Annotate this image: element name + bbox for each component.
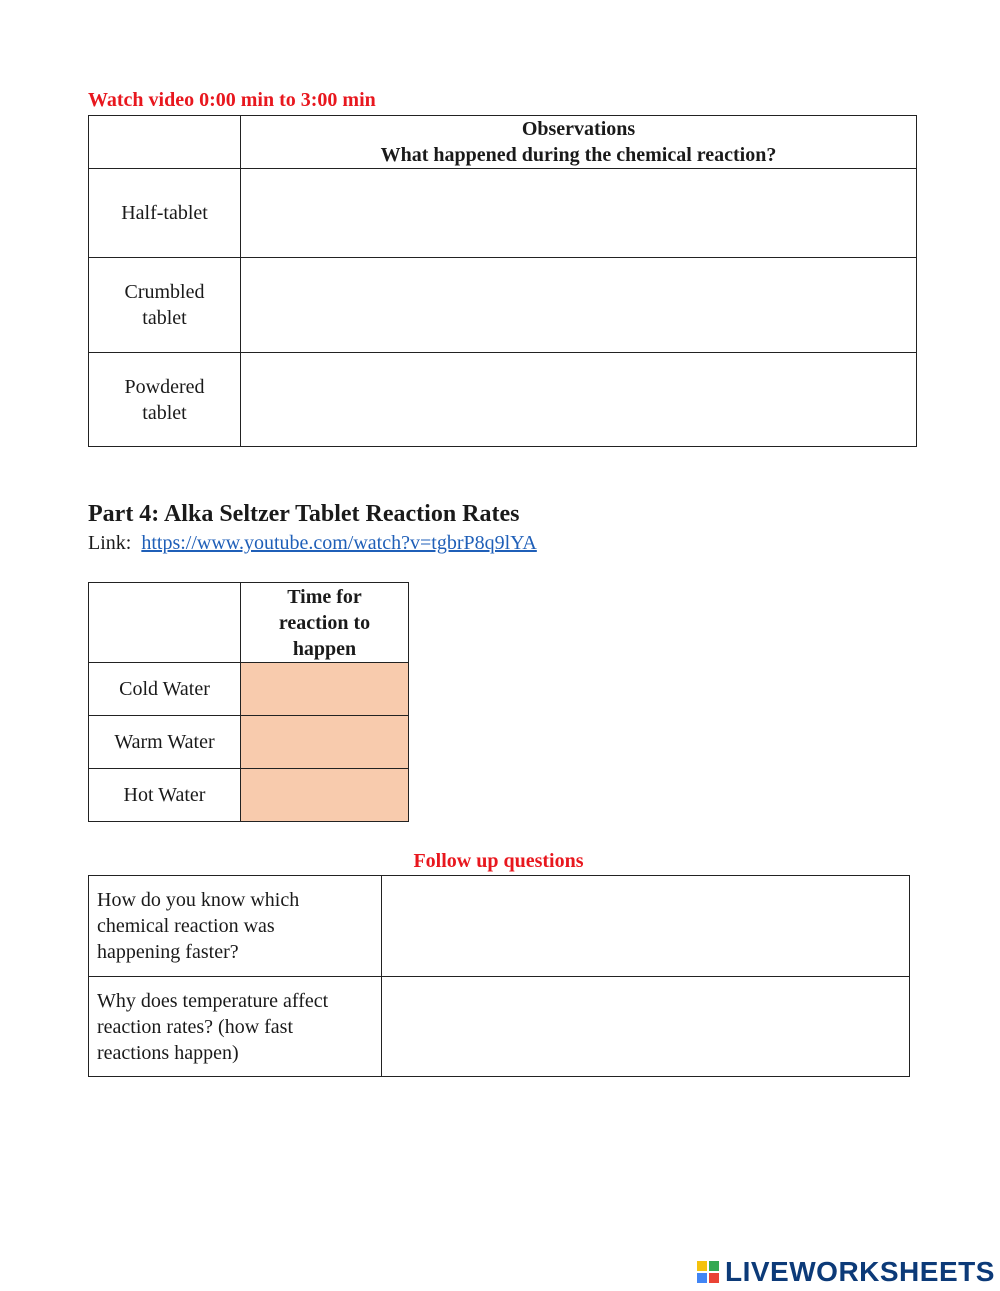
- logo-icon: [697, 1261, 719, 1283]
- question-2: Why does temperature affect reaction rates? (how fast reactions happen): [89, 977, 382, 1077]
- question-1: How do you know which chemical reaction was happening faster?: [89, 876, 382, 977]
- observations-corner-cell: [89, 116, 241, 169]
- row-label-crumbled-tablet: Crumbled tablet: [89, 258, 241, 353]
- followup-table: [88, 875, 910, 1077]
- table-row: [89, 716, 409, 769]
- reaction-time-header: Time for reaction to happen: [241, 583, 409, 663]
- reaction-time-table: [88, 582, 409, 822]
- time-answer-cold-water[interactable]: [241, 663, 409, 716]
- part4-title: Part 4: Alka Seltzer Tablet Reaction Rates: [88, 501, 520, 527]
- answer-2[interactable]: [382, 977, 910, 1077]
- observations-table: [88, 115, 917, 447]
- row-label-hot-water: Hot Water: [89, 769, 241, 822]
- row-label-warm-water: Warm Water: [89, 716, 241, 769]
- table-row: [89, 353, 917, 447]
- observations-header-title: Observations: [521, 118, 636, 140]
- observations-header: [241, 116, 917, 169]
- answer-1[interactable]: [382, 876, 910, 977]
- time-answer-hot-water[interactable]: [241, 769, 409, 822]
- link-prefix: Link:: [88, 532, 142, 554]
- observation-answer-crumbled-tablet[interactable]: [241, 258, 917, 353]
- section-heading-watch-video: Watch video 0:00 min to 3:00 min: [88, 89, 376, 111]
- liveworksheets-logo: [697, 1257, 995, 1287]
- table-row: [89, 258, 917, 353]
- table-row: [89, 663, 409, 716]
- followup-heading: Follow up questions: [413, 850, 584, 872]
- table-row: [89, 977, 910, 1077]
- observations-header-question: What happened during the chemical reaction?: [380, 144, 777, 166]
- row-label-half-tablet: Half-tablet: [89, 169, 241, 258]
- link-line: [88, 532, 537, 555]
- observation-answer-powdered-tablet[interactable]: [241, 353, 917, 447]
- table-row: [89, 876, 910, 977]
- table-row: [89, 769, 409, 822]
- table-row: [89, 169, 917, 258]
- reaction-corner-cell: [89, 583, 241, 663]
- observation-answer-half-tablet[interactable]: [241, 169, 917, 258]
- time-answer-warm-water[interactable]: [241, 716, 409, 769]
- logo-text: LIVEWORKSHEETS: [725, 1256, 995, 1287]
- youtube-link[interactable]: https://www.youtube.com/watch?v=tgbrP8q9lYA: [141, 532, 537, 554]
- row-label-powdered-tablet: Powdered tablet: [89, 353, 241, 447]
- row-label-cold-water: Cold Water: [89, 663, 241, 716]
